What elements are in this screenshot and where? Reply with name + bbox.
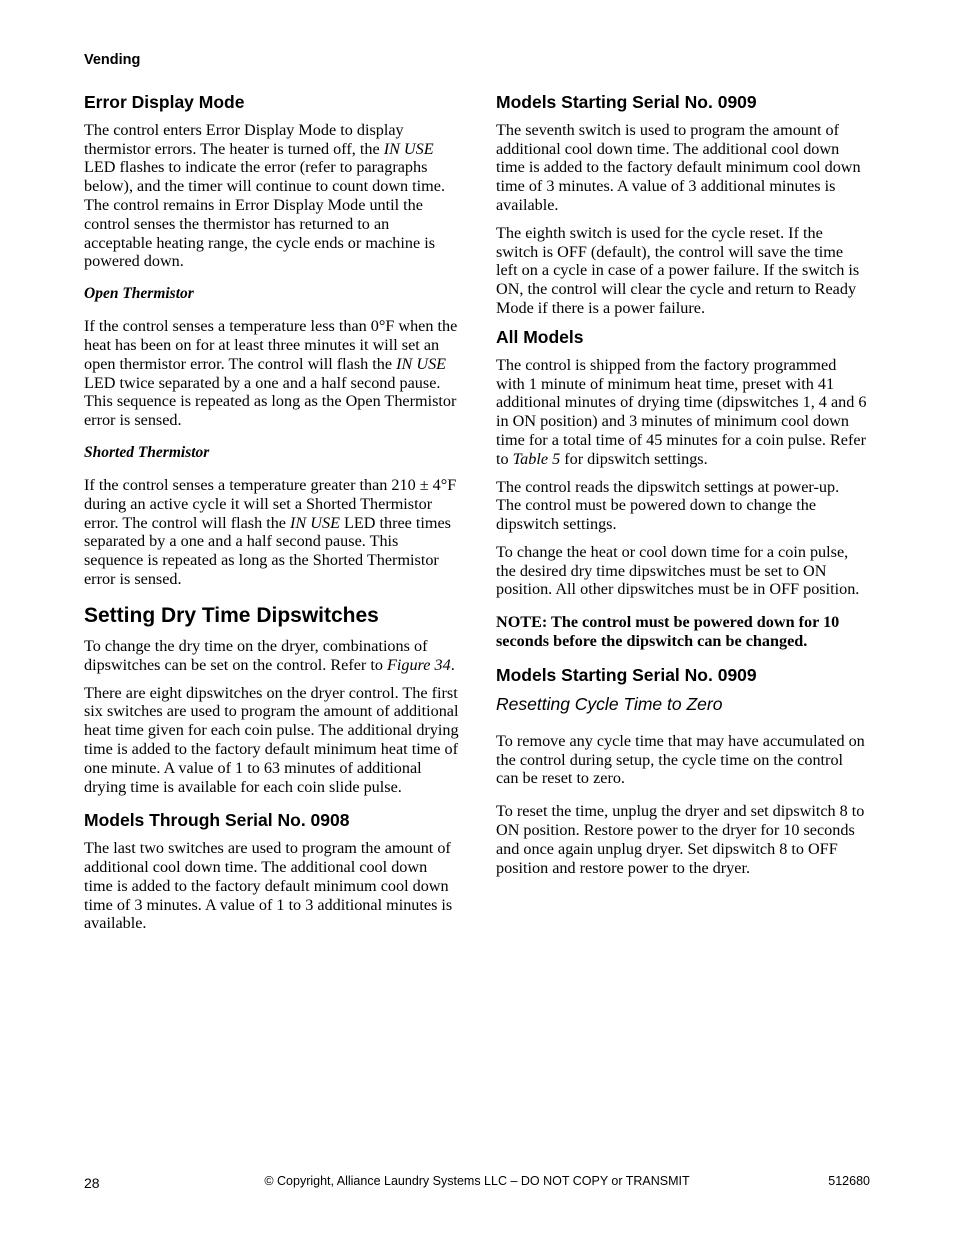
models-starting-heading-2: Models Starting Serial No. 0909 — [496, 664, 757, 685]
open-thermistor-heading: Open Thermistor — [84, 285, 194, 303]
in-use-term: IN USE — [396, 354, 447, 373]
open-thermistor-paragraph: If the control senses a temperature less than 0°F when the heat has been on for at least three minutes it will set an open thermistor error. The control will flash the IN USE LED twice separated by a one and a half second pause. This sequence is repeated as long as the Open Thermistor error is sensed. — [84, 317, 458, 430]
table-reference: Table 5 — [512, 449, 561, 468]
setting-dry-time-heading: Setting Dry Time Dipswitches — [84, 603, 379, 627]
error-display-mode-heading: Error Display Mode — [84, 92, 245, 112]
all-models-heading: All Models — [496, 326, 584, 347]
shorted-thermistor-heading: Shorted Thermistor — [84, 444, 210, 462]
models-starting-paragraph-2: The eighth switch is used for the cycle reset. If the switch is OFF (default), the control will save the time left on a cycle in case of a power failure. If the switch is ON, the control will clear the cycle and return to Ready Mode if there is a power failure. — [496, 223, 860, 318]
resetting-paragraph-2: To reset the time, unplug the dryer and set dipswitch 8 to ON position. Restore power to the dryer for 10 seconds and once again unplug dryer. Set dipswitch 8 to OFF position and restore power to the dryer. — [496, 802, 865, 877]
page-number: 28 — [84, 1175, 100, 1191]
copyright-notice: © Copyright, Alliance Laundry Systems LLC – DO NOT COPY or TRANSMIT — [264, 1174, 690, 1188]
resetting-cycle-time-heading: Resetting Cycle Time to Zero — [496, 693, 723, 714]
note-text: NOTE: The control must be powered down for 10 seconds before the dipswitch can be changed. — [496, 613, 840, 651]
document-number: 512680 — [828, 1174, 870, 1188]
all-models-paragraph-2: The control reads the dipswitch settings at power-up. The control must be powered down to change the dipswitch settings. — [496, 477, 840, 534]
models-through-paragraph: The last two switches are used to program the amount of additional cool down time. The additional cool down time is added to the factory default minimum cool down time of 3 minutes. A value of 1 to 3 additional minutes is available. — [84, 839, 453, 933]
shorted-thermistor-paragraph: If the control senses a temperature greater than 210 ± 4°F during an active cycle it will set a Shorted Thermistor error. The control will flash the IN USE LED three times separated by a one and a half second pause. This sequence is repeated as long as the Shorted Thermistor error is sensed. — [84, 476, 457, 589]
in-use-term: IN USE — [290, 513, 340, 532]
models-through-heading: Models Through Serial No. 0908 — [84, 810, 350, 831]
all-models-paragraph-1: The control is shipped from the factory programmed with 1 minute of minimum heat time, preset with 41 additional minutes of drying time (dipswitches 1, 4 and 6 in ON position) and 3 minutes of minimum cool down time for a total time of 45 minutes for a coin pulse. Refer to Table 5 for dipswitch settings. — [496, 355, 867, 468]
in-use-term: IN USE — [383, 139, 434, 158]
figure-reference: Figure 34 — [386, 655, 451, 674]
models-starting-heading: Models Starting Serial No. 0909 — [496, 92, 757, 112]
resetting-paragraph-1: To remove any cycle time that may have accumulated on the control during setup, the cycle time on the control can be reset to zero. — [496, 731, 865, 788]
setting-dry-time-paragraph-1: To change the dry time on the dryer, combinations of dipswitches can be set on the control. Refer to Figure 34. — [84, 637, 455, 674]
models-starting-paragraph-1: The seventh switch is used to program the amount of additional cool down time. The additional cool down time is added to the factory default minimum cool down time of 3 minutes. A value of 3 additional minutes is available. — [496, 120, 861, 215]
all-models-paragraph-3: To change the heat or cool down time for a coin pulse, the desired dry time dipswitches must be set to ON position. All other dipswitches must be in OFF position. — [496, 542, 860, 599]
error-display-mode-paragraph: The control enters Error Display Mode to display thermistor errors. The heater is turned off, the IN USE LED flashes to indicate the error (refer to paragraphs below), and the timer will continue to count down time. The control remains in Error Display Mode until the control senses the thermistor has returned to an acceptable heating range, the cycle ends or machine is powered down. — [84, 120, 445, 271]
running-header: Vending — [84, 52, 141, 68]
setting-dry-time-paragraph-2: There are eight dipswitches on the dryer control. The first six switches are used to program the amount of additional heat time given for each coin pulse. The additional drying time is added to the factory default minimum heat time of one minute. A value of 1 to 63 minutes of additional drying time is available for each coin slide pulse. — [84, 683, 459, 796]
left-column — [84, 92, 459, 942]
right-column — [496, 92, 868, 886]
